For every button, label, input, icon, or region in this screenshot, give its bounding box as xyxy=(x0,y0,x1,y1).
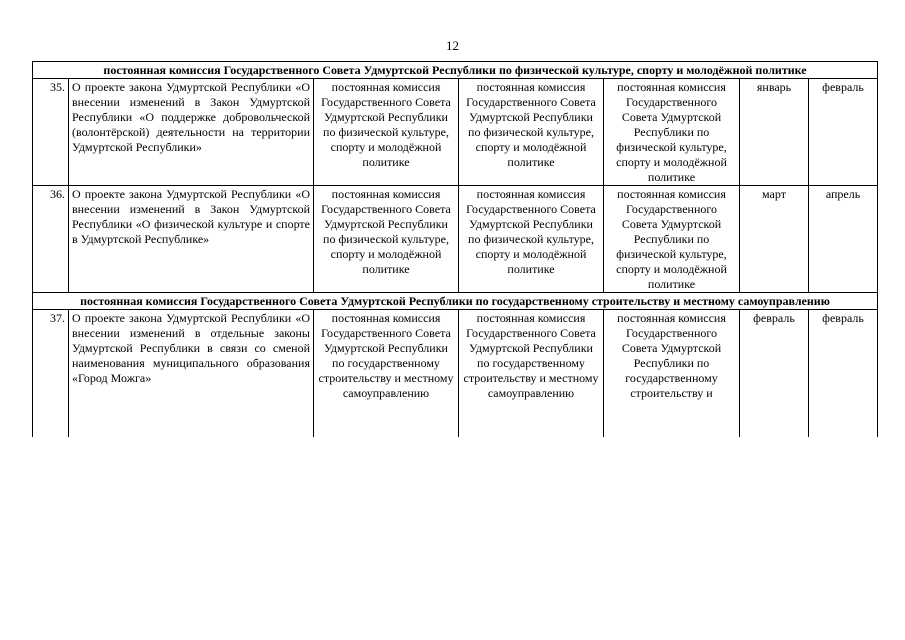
first-month-text: февраль xyxy=(753,311,795,325)
section-heading: постоянная комиссия Государственного Совета Удмуртской Республики по физической культуре, спорту и молодёжной политике xyxy=(33,62,878,79)
developer-text: постоянная комиссия Государственного Совета Удмуртской Республики по государственному строительству и местному самоуправлению xyxy=(318,311,454,400)
responsible-committee-cell xyxy=(604,310,740,438)
first-month-cell: март xyxy=(740,186,809,293)
submitter-text: постоянная комиссия Государственного Совета Удмуртской Республики по государственному строительству и местному самоуправлению xyxy=(463,311,599,400)
developer-cell xyxy=(314,310,459,438)
bill-title: О проекте закона Удмуртской Республики «О внесении изменений в Закон Удмуртской Республики «О поддержке добровольческой (волонтёрской) деятельности на территории Удмуртской Республики» xyxy=(69,79,314,186)
first-month-cell: январь xyxy=(740,79,809,186)
section-header-row xyxy=(33,62,878,79)
second-month-cell: апрель xyxy=(809,186,878,293)
bill-title: О проекте закона Удмуртской Республики «О внесении изменений в Закон Удмуртской Республики «О физической культуре и спорте в Удмуртской Республике» xyxy=(69,186,314,293)
section-heading: постоянная комиссия Государственного Совета Удмуртской Республики по государственному строительству и местному самоуправлению xyxy=(33,293,878,310)
developer-cell: постоянная комиссия Государственного Совета Удмуртской Республики по физической культуре, спорту и молодёжной политике xyxy=(314,79,459,186)
second-month-cell: февраль xyxy=(809,79,878,186)
responsible-committee-cell: постоянная комиссия Государственного Совета Удмуртской Республики по физической культуре, спорту и молодёжной политике xyxy=(604,79,740,186)
responsible-committee-text: постоянная комиссия Государственного Совета Удмуртской Республики по государственному строительству и xyxy=(617,311,726,400)
second-month-cell xyxy=(809,310,878,438)
developer-cell: постоянная комиссия Государственного Совета Удмуртской Республики по физической культуре, спорту и молодёжной политике xyxy=(314,186,459,293)
table-row xyxy=(33,79,878,186)
bill-title xyxy=(69,310,314,438)
bill-title-text: О проекте закона Удмуртской Республики «О внесении изменений в отдельные законы Удмуртской Республики в связи со сменой наименования муниципального образования «Город Можга» xyxy=(72,311,310,385)
table-row xyxy=(33,186,878,293)
first-month-cell xyxy=(740,310,809,438)
submitter-cell xyxy=(459,310,604,438)
row-number: 37. xyxy=(33,310,69,438)
row-number: 35. xyxy=(33,79,69,186)
legislative-plan-table xyxy=(32,61,878,437)
section-header-row xyxy=(33,293,878,310)
second-month-text: февраль xyxy=(822,311,864,325)
page-number: 12 xyxy=(446,38,459,53)
row-number: 36. xyxy=(33,186,69,293)
submitter-cell: постоянная комиссия Государственного Совета Удмуртской Республики по физической культуре, спорту и молодёжной политике xyxy=(459,186,604,293)
submitter-cell: постоянная комиссия Государственного Совета Удмуртской Республики по физической культуре, спорту и молодёжной политике xyxy=(459,79,604,186)
table-row xyxy=(33,310,878,438)
responsible-committee-cell: постоянная комиссия Государственного Совета Удмуртской Республики по физической культуре, спорту и молодёжной политике xyxy=(604,186,740,293)
